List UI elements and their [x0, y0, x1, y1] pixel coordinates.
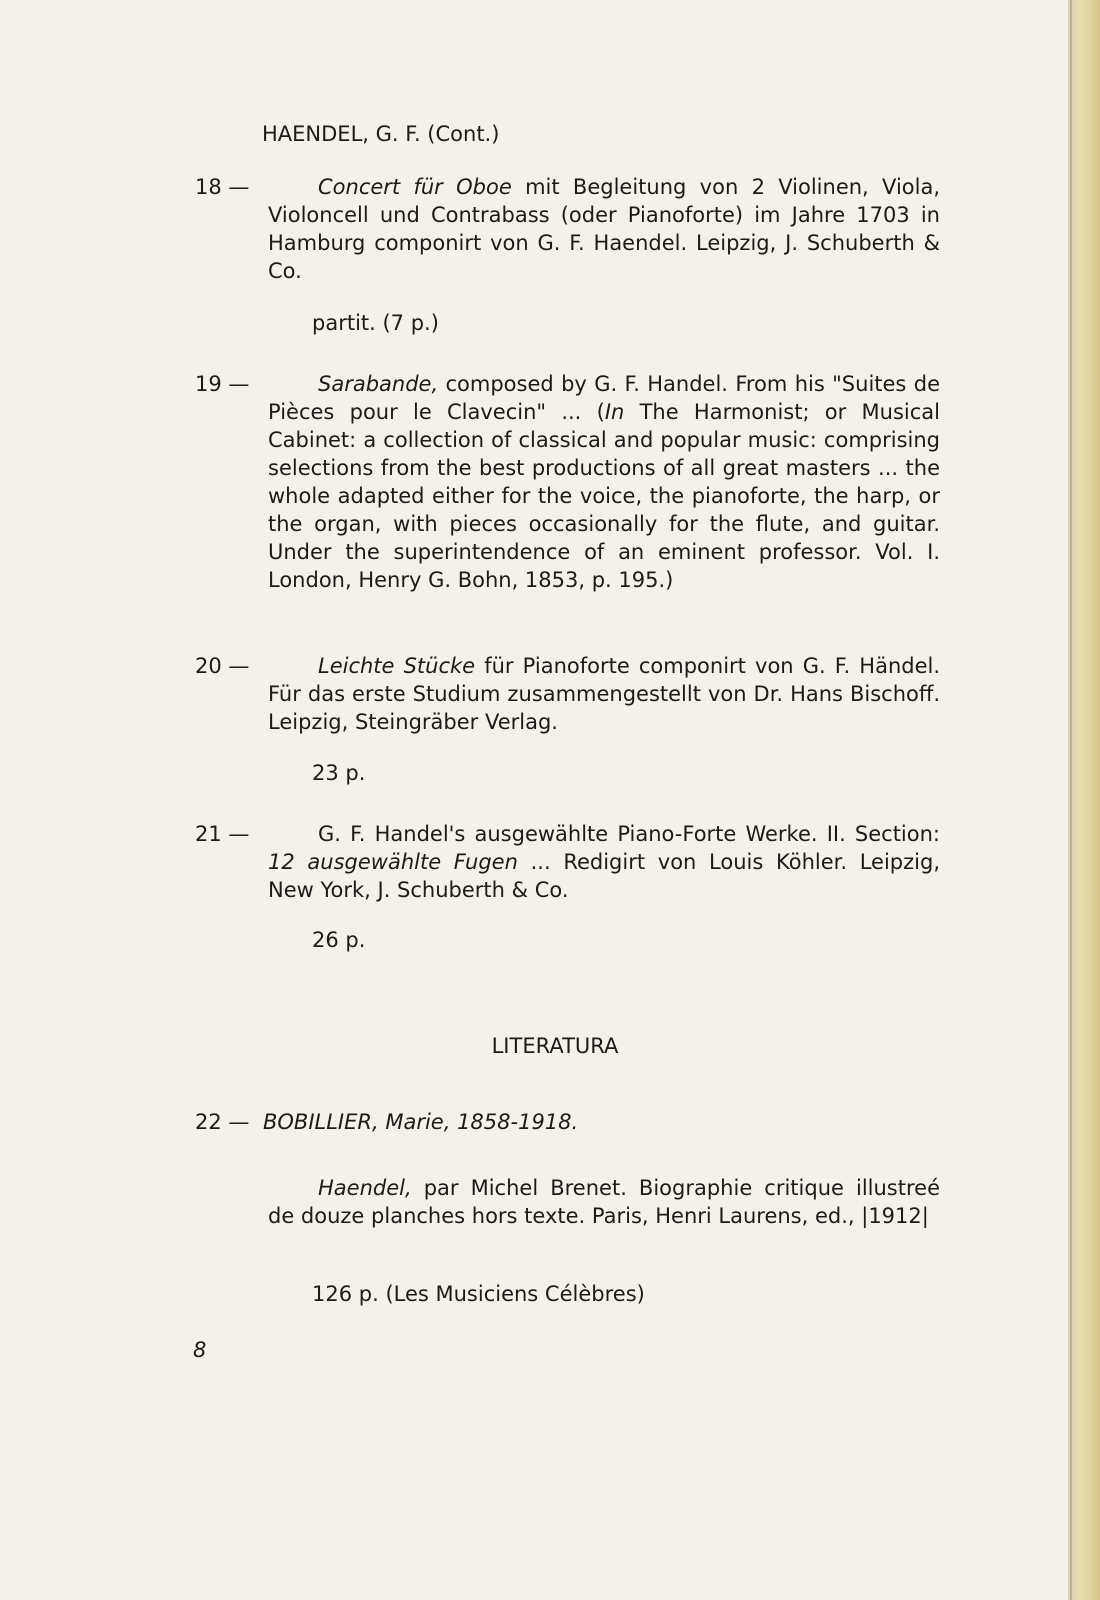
entry-20-title: Leichte Stücke	[318, 654, 476, 678]
section-heading: LITERATURA	[491, 1034, 619, 1058]
literature-author: BOBILLIER, Marie, 1858-1918.	[263, 1110, 579, 1134]
entry-19-text-a: composed by G. F. Handel. From his "Suites de Pièces pour le Clavecin" ... (	[268, 372, 940, 424]
entry-20-description	[268, 652, 940, 736]
running-header: HAENDEL, G. F. (Cont.)	[262, 122, 500, 146]
literature-description	[268, 1174, 940, 1230]
entry-number-18: 18 —	[195, 175, 250, 199]
entry-19-title: Sarabande,	[318, 372, 439, 396]
page-fold-line	[1070, 0, 1072, 1600]
entry-18-extent: partit. (7 p.)	[312, 311, 439, 335]
entry-number-19: 19 —	[195, 372, 250, 396]
entry-19-description	[268, 370, 940, 594]
entry-18-text: mit Begleitung von 2 Violinen, Viola, Violoncell und Contrabass (oder Pianoforte) im Jahre 1703 in Hamburg componirt von G. F. Haendel. Leipzig, J. Schuberth & Co.	[268, 175, 941, 283]
entry-21-text-a: G. F. Handel's ausgewählte Piano-Forte Werke. II. Section:	[318, 822, 940, 846]
entry-19-in: In	[604, 400, 625, 424]
literature-title: Haendel,	[318, 1176, 412, 1200]
entry-21-text-b: ... Redigirt von Louis Köhler. Leipzig, New York, J. Schuberth & Co.	[268, 850, 940, 902]
entry-number-21: 21 —	[195, 822, 250, 846]
entry-number-20: 20 —	[195, 654, 250, 678]
entry-18-description	[268, 173, 940, 285]
entry-number-22: 22 —	[195, 1110, 250, 1134]
entry-21-extent: 26 p.	[312, 928, 366, 952]
entry-19-text-b: The Harmonist; or Musical Cabinet: a collection of classical and popular music: comprising selections from the best productions of all great masters ... the whole adapted either for the voice, the pianoforte, the harp, or the organ, with pieces occasionally for the flute, and guitar. Under the superintendence of an eminent professor. Vol. I. London, Henry G. Bohn, 1853, p. 195.)	[268, 400, 940, 592]
literature-extent: 126 p. (Les Musiciens Célèbres)	[312, 1282, 645, 1306]
page-number: 8	[193, 1338, 207, 1362]
entry-21-description	[268, 820, 940, 904]
entry-20-extent: 23 p.	[312, 761, 366, 785]
literature-text: par Michel Brenet. Biographie critique illustreé de douze planches hors texte. Paris, Henri Laurens, ed., |1912|	[268, 1176, 940, 1228]
entry-20-text: für Pianoforte componirt von G. F. Händel. Für das erste Studium zusammengestellt von Dr. Hans Bischoff. Leipzig, Steingräber Verlag.	[268, 654, 941, 734]
entry-18-title: Concert für Oboe	[318, 175, 512, 199]
page-edge	[1068, 0, 1100, 1600]
entry-21-title: 12 ausgewählte Fugen	[268, 850, 518, 874]
